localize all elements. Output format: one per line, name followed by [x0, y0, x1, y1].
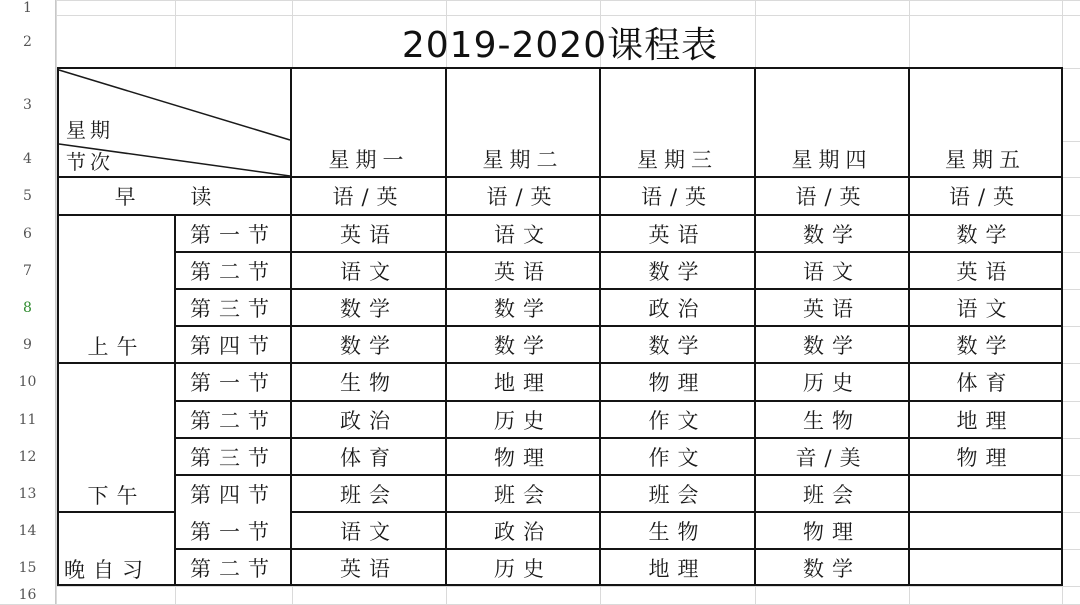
course-cell[interactable]: 班会	[446, 475, 600, 512]
course-cell[interactable]: 生物	[292, 363, 446, 401]
corner-period-label: 节次	[66, 150, 114, 174]
course-cell[interactable]: 英语	[292, 549, 446, 586]
row-number[interactable]: 13	[0, 475, 56, 512]
course-cell[interactable]: 历史	[755, 363, 909, 401]
course-cell[interactable]: 英语	[909, 252, 1062, 289]
evening-block-label[interactable]: 晚自习	[58, 512, 175, 586]
row-number[interactable]: 14	[0, 512, 56, 549]
course-cell[interactable]: 体育	[909, 363, 1062, 401]
course-cell[interactable]: 历史	[446, 549, 600, 586]
course-cell[interactable]: 班会	[600, 475, 755, 512]
course-cell[interactable]: 数学	[600, 326, 755, 363]
course-cell[interactable]: 数学	[292, 326, 446, 363]
period-label[interactable]: 第一节	[175, 512, 292, 549]
schedule-title[interactable]: 2019-2020课程表	[401, 24, 719, 66]
day-header[interactable]: 星期四	[755, 68, 909, 177]
course-cell[interactable]: 语文	[446, 215, 600, 252]
row-number[interactable]: 16	[0, 586, 56, 604]
period-label[interactable]: 第一节	[175, 363, 292, 401]
row-number[interactable]: 2	[0, 15, 56, 68]
course-cell[interactable]: 作文	[600, 401, 755, 438]
row-number[interactable]: 10	[0, 363, 56, 401]
am-block-label[interactable]: 上午	[58, 215, 175, 363]
period-label[interactable]: 第三节	[175, 289, 292, 326]
morning-read-cell[interactable]: 语/英	[600, 177, 755, 215]
day-header[interactable]: 星期二	[446, 68, 600, 177]
course-cell[interactable]: 语文	[909, 289, 1062, 326]
row-number[interactable]: 9	[0, 326, 56, 363]
course-cell[interactable]: 语文	[755, 252, 909, 289]
course-cell[interactable]: 数学	[600, 252, 755, 289]
course-cell[interactable]: 英语	[755, 289, 909, 326]
row-number[interactable]: 11	[0, 401, 56, 438]
course-cell[interactable]: 数学	[755, 326, 909, 363]
course-cell[interactable]: 数学	[755, 549, 909, 586]
period-label[interactable]: 第四节	[175, 475, 292, 512]
course-cell[interactable]: 数学	[909, 215, 1062, 252]
morning-read-cell[interactable]: 语/英	[909, 177, 1062, 215]
course-cell[interactable]: 英语	[600, 215, 755, 252]
course-cell[interactable]: 政治	[446, 512, 600, 549]
course-cell[interactable]: 语文	[292, 512, 446, 549]
day-header[interactable]: 星期五	[909, 68, 1062, 177]
course-cell[interactable]: 作文	[600, 438, 755, 475]
course-cell[interactable]: 物理	[446, 438, 600, 475]
course-cell[interactable]: 数学	[446, 289, 600, 326]
day-header[interactable]: 星期一	[292, 68, 446, 177]
course-cell[interactable]: 数学	[909, 326, 1062, 363]
corner-weekday-label: 星期	[66, 118, 114, 142]
row-number[interactable]: 6	[0, 215, 56, 252]
row-number[interactable]: 7	[0, 252, 56, 289]
course-cell[interactable]: 政治	[292, 401, 446, 438]
period-label[interactable]: 第四节	[175, 326, 292, 363]
course-cell[interactable]: 语文	[292, 252, 446, 289]
course-cell[interactable]: 体育	[292, 438, 446, 475]
course-cell[interactable]: 生物	[600, 512, 755, 549]
course-cell[interactable]: 音/美	[755, 438, 909, 475]
course-cell[interactable]: 数学	[755, 215, 909, 252]
course-cell[interactable]: 物理	[909, 438, 1062, 475]
course-cell[interactable]: 地理	[446, 363, 600, 401]
row-number[interactable]: 3	[0, 68, 56, 141]
course-cell[interactable]: 历史	[446, 401, 600, 438]
morning-read-label[interactable]: 早 读	[58, 177, 292, 215]
row-number[interactable]: 8	[0, 289, 56, 326]
row-number[interactable]: 1	[0, 0, 56, 15]
course-cell[interactable]: 数学	[446, 326, 600, 363]
day-header[interactable]: 星期三	[600, 68, 755, 177]
morning-read-cell[interactable]: 语/英	[446, 177, 600, 215]
course-cell[interactable]: 数学	[292, 289, 446, 326]
course-cell[interactable]: 物理	[600, 363, 755, 401]
row-number[interactable]: 4	[0, 141, 56, 177]
period-label[interactable]: 第二节	[175, 549, 292, 586]
row-number[interactable]: 15	[0, 549, 56, 586]
course-cell[interactable]: 英语	[446, 252, 600, 289]
period-label[interactable]: 第二节	[175, 252, 292, 289]
course-cell[interactable]: 地理	[909, 401, 1062, 438]
period-label[interactable]: 第一节	[175, 215, 292, 252]
course-cell[interactable]: 物理	[755, 512, 909, 549]
course-cell[interactable]: 地理	[600, 549, 755, 586]
morning-read-cell[interactable]: 语/英	[755, 177, 909, 215]
course-cell[interactable]: 生物	[755, 401, 909, 438]
course-cell[interactable]: 班会	[755, 475, 909, 512]
course-cell[interactable]: 班会	[292, 475, 446, 512]
course-cell[interactable]: 英语	[292, 215, 446, 252]
period-label[interactable]: 第三节	[175, 438, 292, 475]
row-number[interactable]: 12	[0, 438, 56, 475]
course-cell[interactable]: 政治	[600, 289, 755, 326]
period-label[interactable]: 第二节	[175, 401, 292, 438]
morning-read-cell[interactable]: 语/英	[292, 177, 446, 215]
row-number[interactable]: 5	[0, 177, 56, 215]
pm-block-label[interactable]: 下午	[58, 363, 175, 512]
